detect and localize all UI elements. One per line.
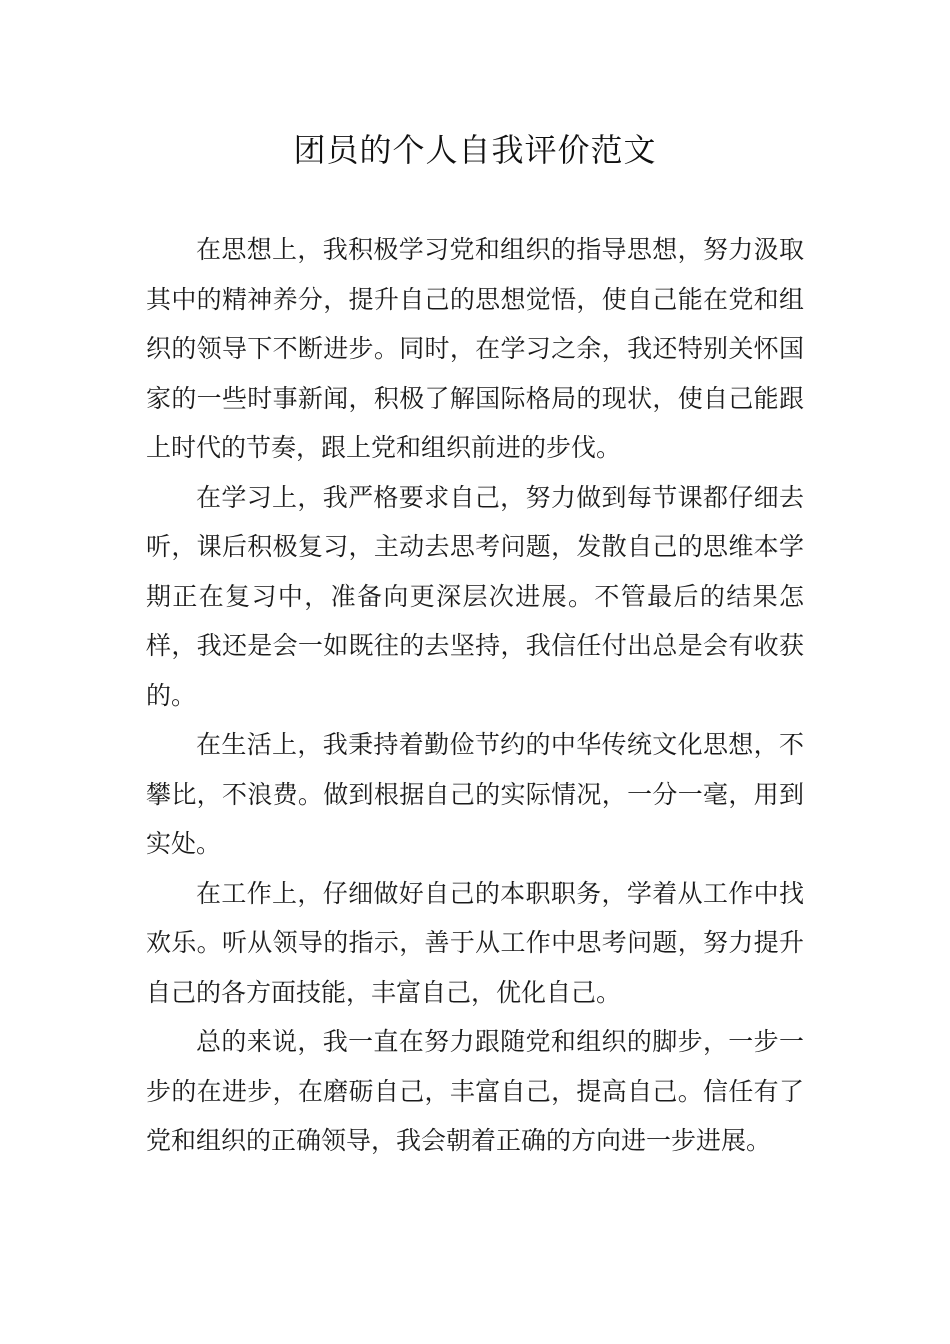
paragraph-summary: 总的来说，我一直在努力跟随党和组织的脚步，一步一步的在进步，在磨砺自己，丰富自己，提高自己。信任有了党和组织的正确领导，我会朝着正确的方向进一步进展。 [146,1027,804,1155]
paragraph-thought: 在思想上，我积极学习党和组织的指导思想，努力汲取其中的精神养分，提升自己的思想觉悟，使自己能在党和组织的领导下不断进步。同时，在学习之余，我还特别关怀国家的一些时事新闻，积极了解国际格局的现状，使自己能跟上时代的节奏，跟上党和组织前进的步伐。 [146,235,804,462]
paragraph-study: 在学习上，我严格要求自己，努力做到每节课都仔细去听，课后积极复习，主动去思考问题，发散自己的思维本学期正在复习中，准备向更深层次进展。不管最后的结果怎样，我还是会一如既往的去坚持，我信任付出总是会有收获的。 [146,482,804,710]
document-title: 团员的个人自我评价范文 [293,131,657,169]
paragraph-work: 在工作上，仔细做好自己的本职职务，学着从工作中找欢乐。听从领导的指示，善于从工作中思考问题，努力提升自己的各方面技能，丰富自己，优化自己。 [146,878,804,1007]
document-body [146,225,804,1166]
paragraph-life: 在生活上，我秉持着勤俭节约的中华传统文化思想，不攀比，不浪费。做到根据自己的实际情况，一分一毫，用到实处。 [146,730,804,858]
